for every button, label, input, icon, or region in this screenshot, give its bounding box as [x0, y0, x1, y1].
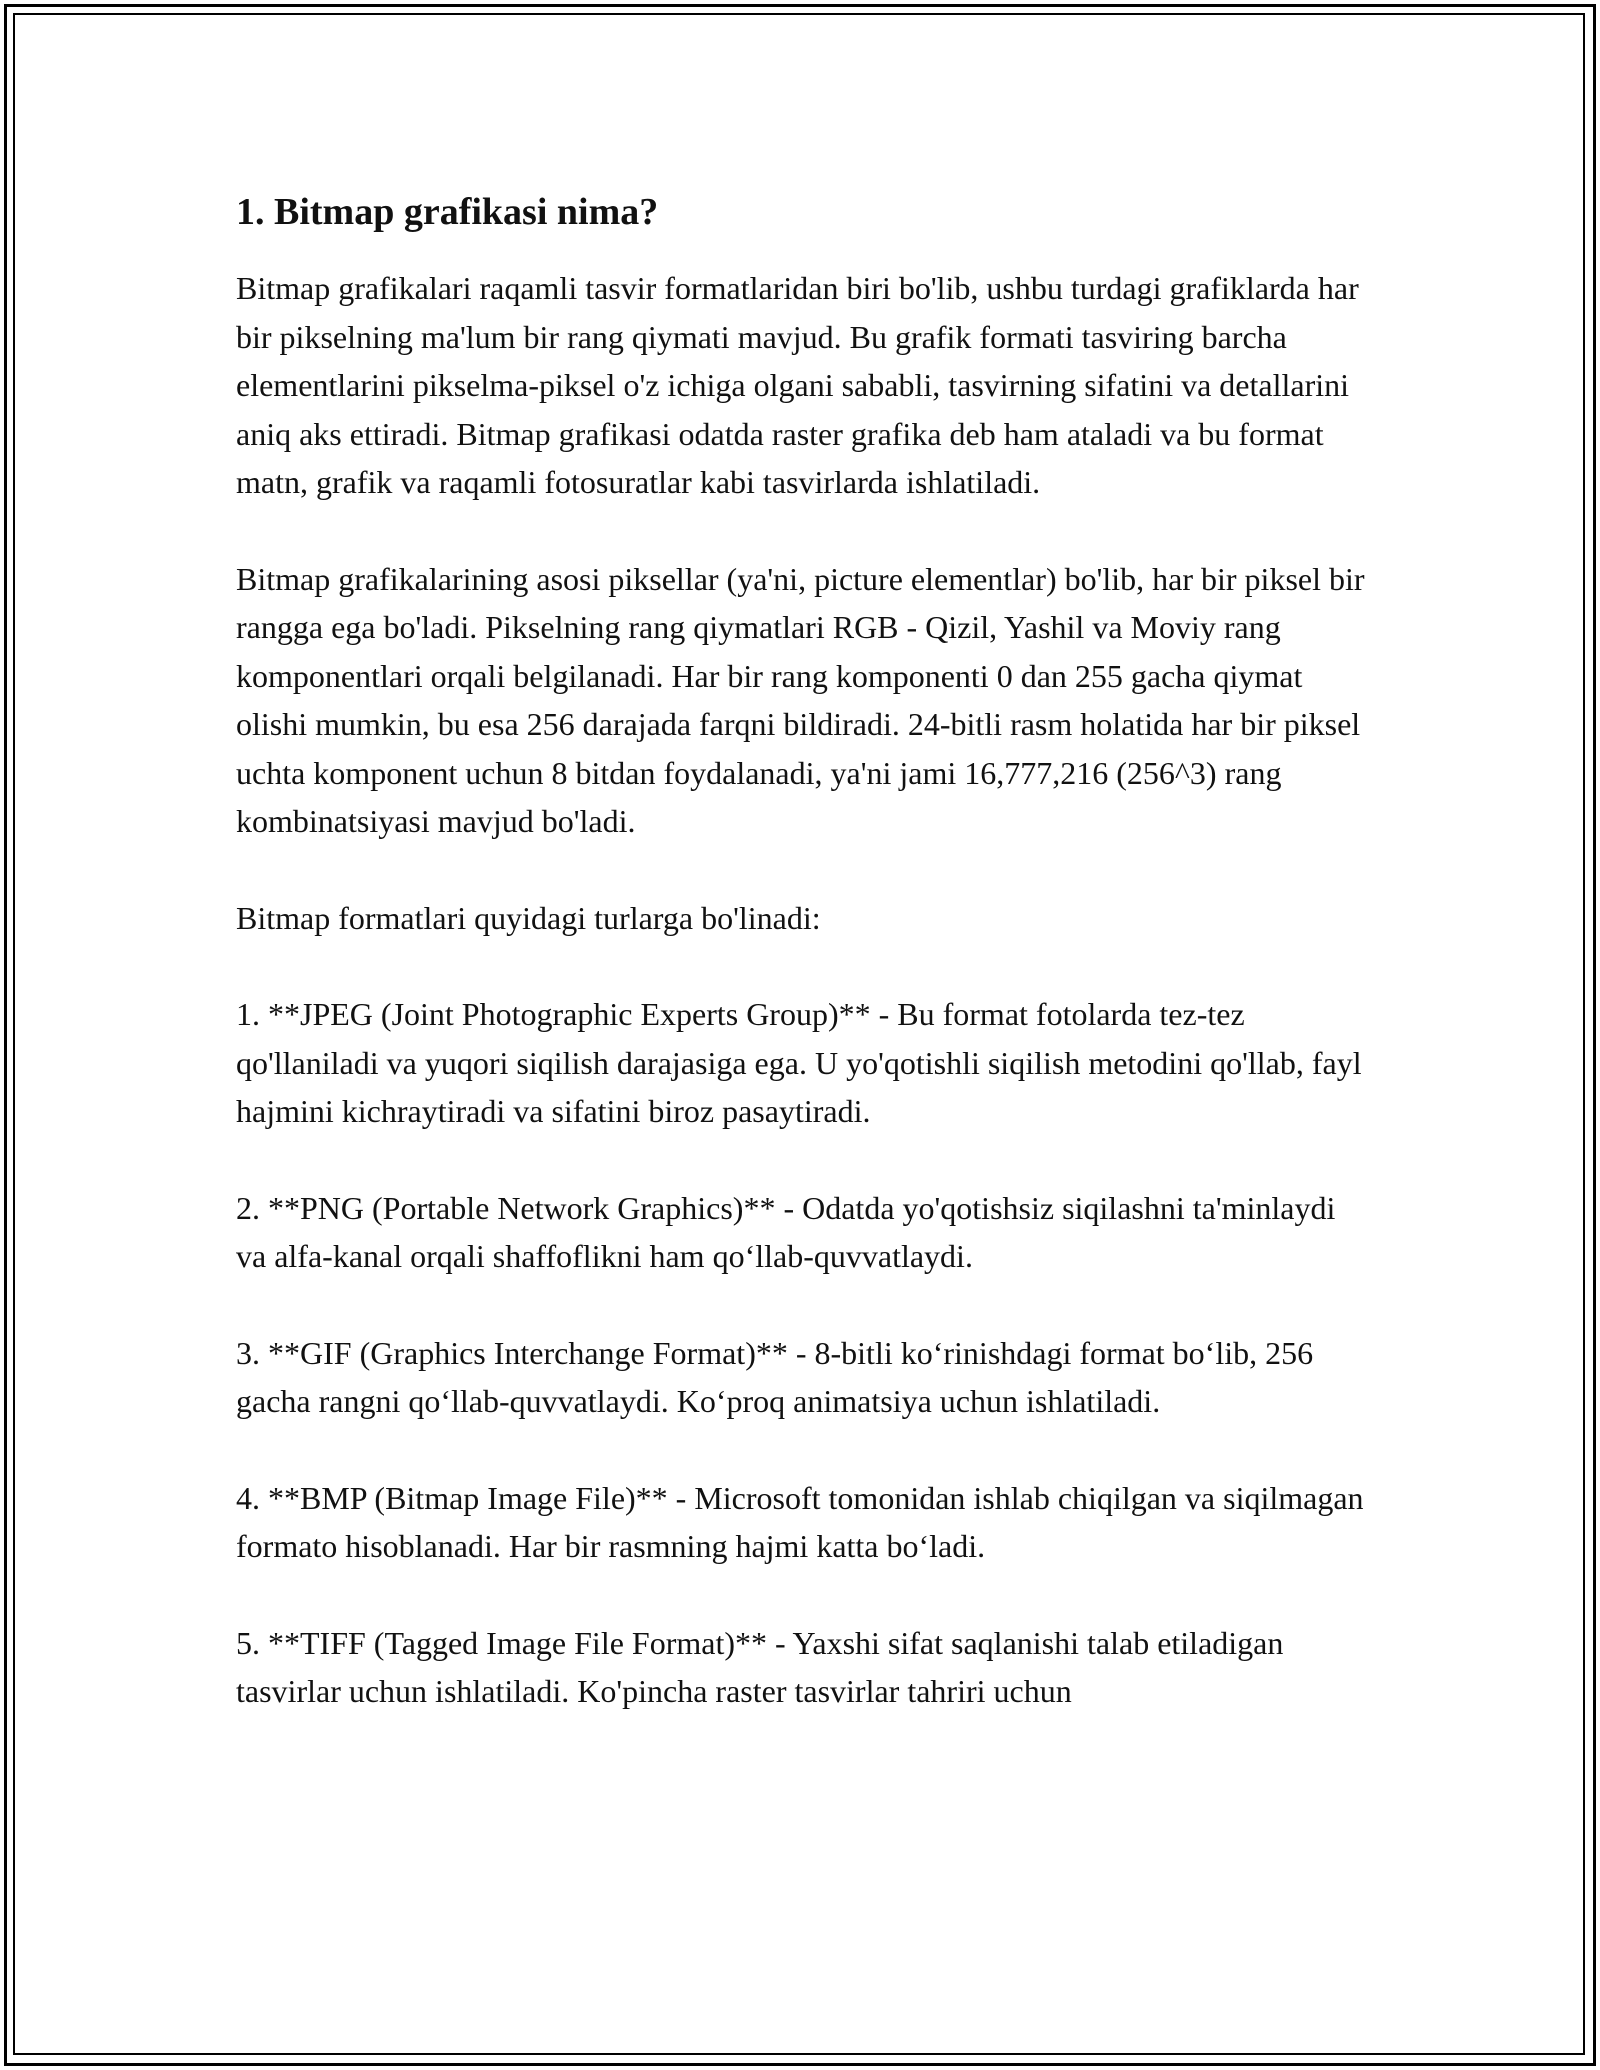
- paragraph-formats-intro: Bitmap formatlari quyidagi turlarga bo'linadi:: [236, 899, 821, 936]
- list-item-bmp: 4. **BMP (Bitmap Image File)** - Microsoft tomonidan ishlab chiqilgan va siqilmagan formato hisoblanadi. Har bir rasmning hajmi katta bo‘ladi.: [236, 1479, 1364, 1564]
- list-item-tiff: 5. **TIFF (Tagged Image File Format)** - Yaxshi sifat saqlanishi talab etiladigan tasvirlar uchun ishlatiladi. Ko'pincha raster tasvirlar tahriri uchun: [236, 1624, 1284, 1709]
- paragraph-pixels: Bitmap grafikalarining asosi piksellar (ya'ni, picture elementlar) bo'lib, har bir piksel bir rangga ega bo'ladi. Pikselning rang qiymatlari RGB - Qizil, Yashil va Moviy rang komponentlari orqali belgilanadi. Har bir rang komponenti 0 dan 255 gacha qiymat olishi mumkin, bu esa 256 darajada farqni bildiradi. 24-bitli rasm holatida har bir piksel uchta komponent uchun 8 bitdan foydalanadi, ya'ni jami 16,777,216 (256^3) rang kombinatsiyasi mavjud bo'ladi.: [236, 560, 1365, 839]
- list-item-jpeg: 1. **JPEG (Joint Photographic Experts Group)** - Bu format fotolarda tez-tez qo'llaniladi va yuqori siqilish darajasiga ega. U yo'qotishli siqilish metodini qo'llab, fayl hajmini kichraytiradi va sifatini biroz pasaytiradi.: [236, 996, 1362, 1129]
- list-item-gif: 3. **GIF (Graphics Interchange Format)** - 8-bitli ko‘rinishdagi format bo‘lib, 256 gacha rangni qo‘llab-quvvatlaydi. Ko‘proq animatsiya uchun ishlatiladi.: [236, 1334, 1314, 1419]
- paragraph-intro: Bitmap grafikalari raqamli tasvir formatlaridan biri bo'lib, ushbu turdagi grafiklarda har bir pikselning ma'lum bir rang qiymati mavjud. Bu grafik formati tasviring barcha elementlarini pikselma-piksel o'z ichiga olgani sababli, tasvirning sifatini va detallarini aniq aks ettiradi. Bitmap grafikasi odatda raster grafika deb ham ataladi va bu format matn, grafik va raqamli fotosuratlar kabi tasvirlarda ishlatiladi.: [236, 270, 1359, 500]
- document-body: [236, 188, 1366, 1764]
- section-heading: 1. Bitmap grafikasi nima?: [236, 191, 659, 233]
- list-item-png: 2. **PNG (Portable Network Graphics)** - Odatda yo'qotishsiz siqilashni ta'minlaydi va alfa-kanal orqali shaffoflikni ham qo‘llab-quvvatlaydi.: [236, 1189, 1336, 1274]
